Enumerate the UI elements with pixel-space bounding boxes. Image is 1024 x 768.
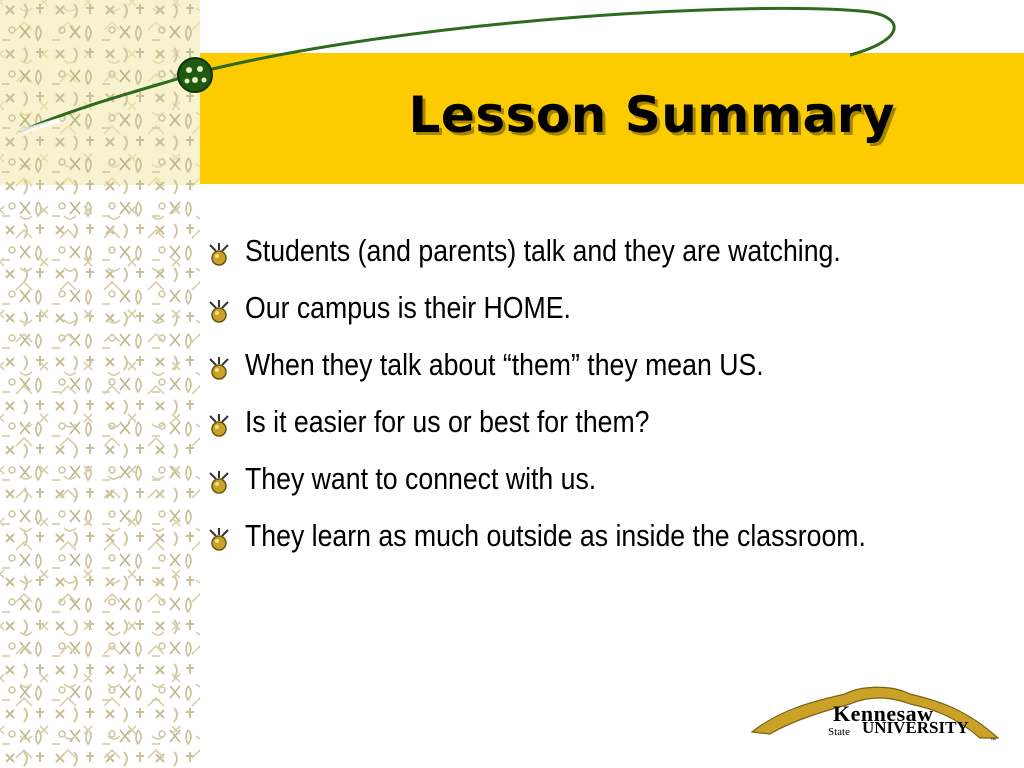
bullet-item: When they talk about “them” they mean US. (205, 342, 885, 388)
logo-university: UNIVERSITY (862, 718, 969, 737)
bullet-item: Our campus is their HOME. (205, 285, 885, 331)
rocket-bullet-icon (207, 355, 233, 381)
bullet-item: Students (and parents) talk and they are watching. (205, 228, 885, 274)
rocket-bullet-icon (207, 469, 233, 495)
rocket-bullet-icon (207, 298, 233, 324)
university-logo (750, 680, 1005, 750)
rocket-bullet-icon (207, 526, 233, 552)
bullet-item: Is it easier for us or best for them? (205, 399, 885, 445)
rocket-bullet-icon (207, 412, 233, 438)
bullet-item: They learn as much outside as inside the classroom. (205, 513, 885, 559)
logo-trademark: ™ (990, 738, 996, 744)
slide-title: Lesson Summary (408, 86, 895, 144)
decorative-pattern (0, 0, 200, 768)
rocket-bullet-icon (207, 241, 233, 267)
bullet-list (205, 228, 885, 570)
bullet-item: They want to connect with us. (205, 456, 885, 502)
logo-kennesaw: Kennesaw (833, 701, 934, 726)
logo-state: State (828, 726, 850, 738)
